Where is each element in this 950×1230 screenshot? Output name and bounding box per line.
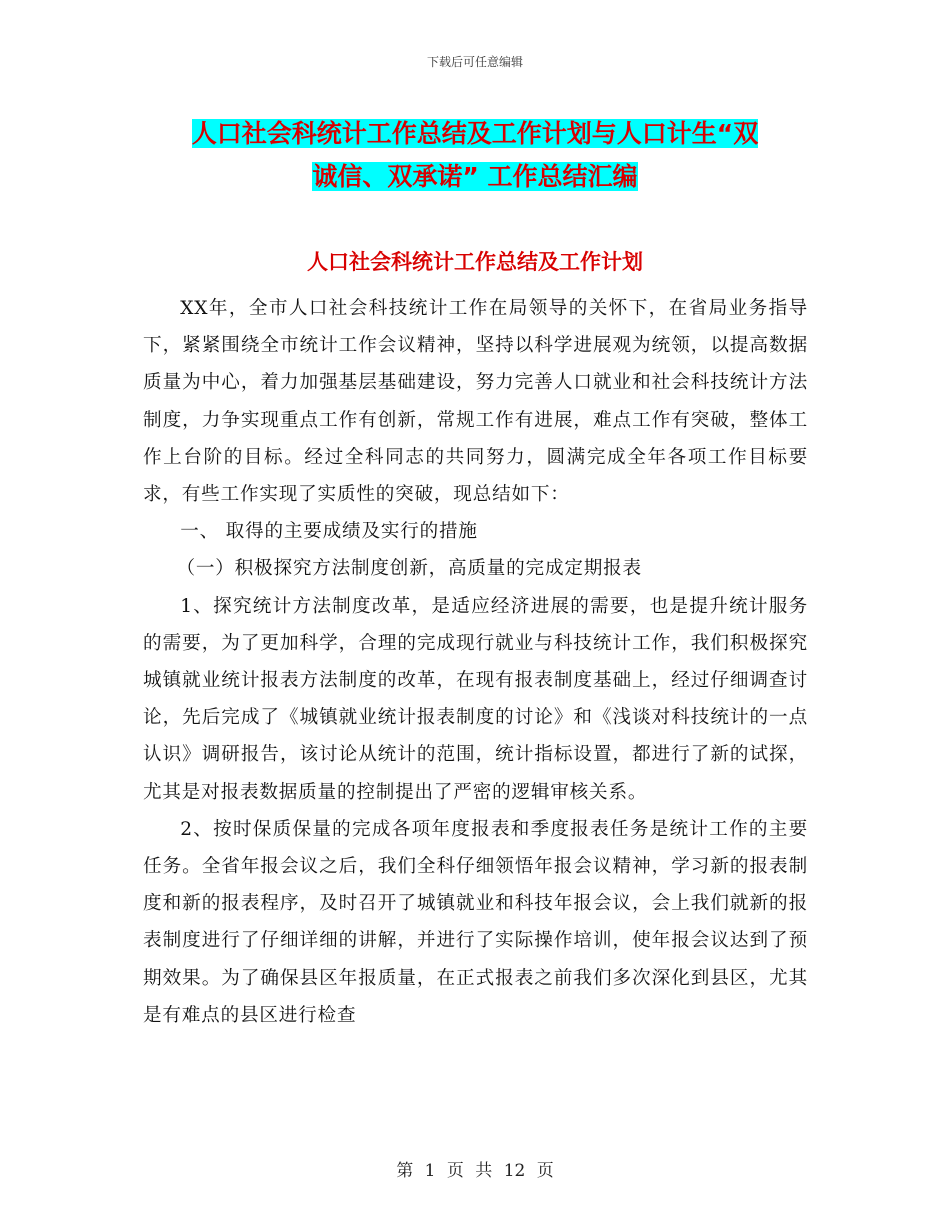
paragraph-item-2: 2、按时保质保量的完成各项年度报表和季度报表任务是统计工作的主要任务。全省年报会议之后，我们全科仔细领悟年报会议精神，学习新的报表制度和新的报表程序，及时召开了城镇就业和科技年报会议，会上我们就新的报表制度进行了仔细详细的讲解，并进行了实际操作培训，使年报会议达到了预期效果。为了确保县区年报质量，在正式报表之前我们多次深化到县区，尤其是有难点的县区进行检查 <box>143 818 808 1026</box>
header-note: 下载后可任意编辑 <box>426 55 523 69</box>
title-line-2: 诚信、双承诺” 工作总结汇编 <box>312 162 638 191</box>
document-title <box>150 112 800 198</box>
heading-level-1: 一、 取得的主要成绩及实行的措施 <box>180 521 478 543</box>
section-title: 人口社会科统计工作总结及工作计划 <box>307 250 643 274</box>
document-body <box>143 290 808 1034</box>
page-footer: 第 1 页 共 12 页 <box>396 1161 554 1181</box>
heading-level-2: （一）积极探究方法制度创新，高质量的完成定期报表 <box>176 558 642 580</box>
paragraph-item-1: 1、探究统计方法制度改革，是适应经济进展的需要，也是提升统计服务的需要，为了更加科学，合理的完成现行就业与科技统计工作，我们积极探究城镇就业统计报表方法制度的改革，在现有报表制度基础上，经过仔细调查讨论，先后完成了《城镇就业统计报表制度的讨论》和《浅谈对科技统计的一点认识》调研报告，该讨论从统计的范围，统计指标设置，都进行了新的试探，尤其是对报表数据质量的控制提出了严密的逻辑审核关系。 <box>143 595 808 803</box>
title-line-1: 人口社会科统计工作总结及工作计划与人口计生“双 <box>191 119 759 148</box>
paragraph-intro: XX年，全市人口社会科技统计工作在局领导的关怀下，在省局业务指导下，紧紧围绕全市统计工作会议精神，坚持以科学进展观为统领，以提高数据质量为中心，着力加强基层基础建设，努力完善人口就业和社会科技统计方法制度，力争实现重点工作有创新，常规工作有进展，难点工作有突破，整体工作上台阶的目标。经过全科同志的共同努力，圆满完成全年各项工作目标要求，有些工作实现了实质性的突破，现总结如下： <box>143 298 808 506</box>
